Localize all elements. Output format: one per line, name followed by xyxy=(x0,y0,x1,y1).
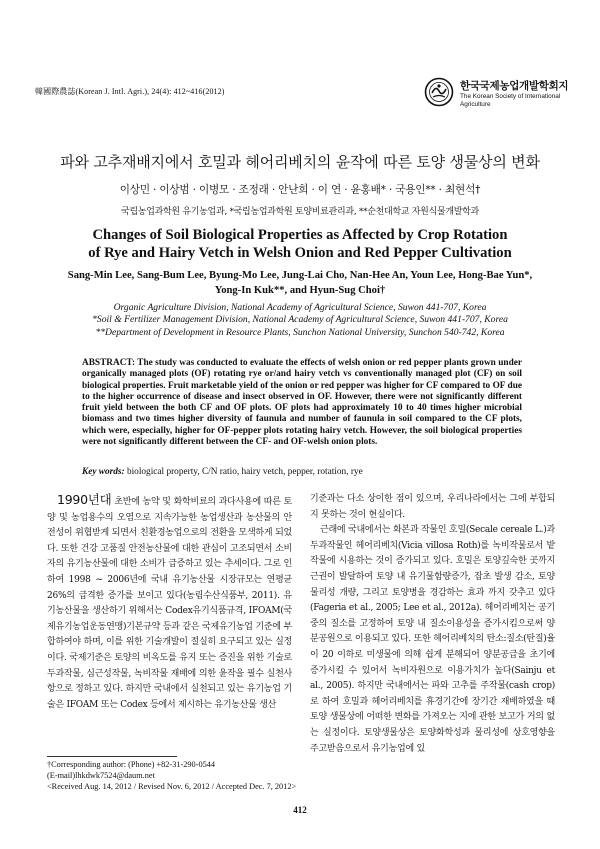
english-affiliations xyxy=(30,302,570,339)
english-authors-line-1: Sang-Min Lee, Sang-Bum Lee, Byung-Mo Lee, Jung-Lai Cho, Nan-Hee An, Youn Lee, Hong-Bae Yun*, xyxy=(67,270,533,281)
affiliation-1: Organic Agriculture Division, National Academy of Agricultural Science, Suwon 441-707, Korea xyxy=(113,302,487,313)
affiliation-3: **Department of Development in Resource Plants, Sunchon National University, Sunchon 540-742, Korea xyxy=(95,326,505,338)
lead-word: 1990년대 xyxy=(57,492,112,507)
english-authors-line-2: Yong-In Kuk**, and Hyun-Sug Choi† xyxy=(214,285,386,296)
right-paragraph-1: 기준과는 다소 상이한 점이 있으며, 우리나라에서는 그에 부합되지 못하는 것이 현실이다. xyxy=(310,494,555,520)
journal-reference: 韓國際農誌(Korean J. Intl. Agri.), 24(4): 412~416(2012) xyxy=(35,87,225,96)
keywords xyxy=(82,467,522,477)
society-korean-name: 한국국제농업개발학회지 xyxy=(460,80,569,92)
keywords-label: Key words: xyxy=(82,467,125,477)
english-authors xyxy=(50,268,550,298)
korean-affiliations: 국립농업과학원 유기농업과, *국립농업과학원 토양비료관리과, **순천대학교 자원식물개발학과 xyxy=(121,207,479,217)
korean-title: 파와 고추재배지에서 호밀과 헤어리베치의 윤작에 따른 토양 생물상의 변화 xyxy=(60,153,540,171)
abstract: ABSTRACT: The study was conducted to evaluate the effects of welsh onion or red pepper plants grown under organically managed plots (OF) rotating rye or/and hairy vetch vs conventionally managed plot (CF) on soil biological properties. Fruit marketable yield of the onion or red pepper was higher for CF compared to OF due to the higher occurrence of disease and insect observed in OF. However, there were not significantly different fruit yield between the both CF and OF plots. OF plots had approximately 10 to 40 times higher microbial biomass and two times higher diversity of faunula and number of faunula in soil compared to the CF plots, which were, especially, higher for OF-pepper plots rotating hairy vetch. However, the soil biological properties were not significantly different between the CF- and OF-welsh onion plots. xyxy=(82,358,522,448)
footnote xyxy=(47,756,297,792)
keywords-list: biological property, C/N ratio, hairy vetch, pepper, rotation, rye xyxy=(126,467,363,477)
society-english-name: The Korean Society of International Agriculture xyxy=(460,93,561,108)
left-column-text: 초반에 농약 및 화학비료의 과다사용에 따른 토양 및 농업용수의 오염으로 지속가능한 농업생산과 농산물의 안전성이 위협받게 되면서 친환경농업으로의 전환을 모색하게 되었다. 또한 건강 고품질 안전농산물에 대한 관심이 고조되면서 소비자의 유기농산물에 대한 소비가 급증하고 있는 추세이다. 그로 인하여 1998 ~ 2006년에 국내 유기농산물 시장규모는 연평균 26%의 급격한 증가를 보이고 있다(농림수산식품부, 2011). 유기농산물을 생산하기 위해서는 Codex유기식품규격, IFOAM(국제유기농업운동연맹)기본규약 등과 같은 국제유기농업 기준에 부합하여야 하며, 이를 위한 기술개발이 절실히 요구되고 있는 실정이다. 국제기준은 토양의 비옥도를 유지 또는 증진을 위한 기술로 두과작물, 심근성작물, 녹비작물 재배에 의한 윤작을 필수 실천사항으로 정하고 있다. 하지만 국내에서 실천되고 있는 유기농업 기술은 IFOAM 또는 Codex 등에서 제시하는 유기농산물 생산 xyxy=(47,497,292,710)
english-title xyxy=(40,226,560,262)
footnote-rule xyxy=(47,756,177,757)
right-paragraph-2: 근래에 국내에서는 화본과 작물인 호밀(Secale cereale L.)과 두과작물인 헤어리베치(Vicia villosa Roth)를 녹비작물로서 밭작물에 시용하는 것이 증가되고 있다. 호밀은 토양깊숙한 곳까지 근권이 발달하여 토양 내 유기물함량증가, 잡초 발생 감소, 토양물리성 개량, 그리고 토양병을 경감하는 효과 까지 갖추고 있다(Fageria et al., 2005; Lee et al., 2012a). 헤어리베치는 공기 중의 질소를 고정하여 토양 내 질소이용성을 증가시킴으로써 양분공원으로 이용되고 있다. 또한 헤어리베치의 탄소:질소(탄질)율이 20 이하로 미생물에 의해 쉽게 분해되어 양분공급을 초기에 증가시킬 수 있어서 녹비자원으로 이용가치가 높다(Sainju et al., 2005). 하지만 국내에서는 파와 고추를 주작물(cash crop)로 하여 호밀과 헤어리베치를 휴경기간에 장기간 재배하였을 때 토양 생물상에 어떠한 변화를 가져오는 지에 관한 보고가 거의 없는 실정이다. 토양생물상은 토양화학성과 물리성에 상호영향을 주고받음으로서 유기농업에 있 xyxy=(310,525,555,754)
english-title-line-1: Changes of Soil Biological Properties as Affected by Crop Rotation xyxy=(92,227,508,243)
english-title-line-2: of Rye and Hairy Vetch in Welsh Onion and Red Pepper Cultivation xyxy=(88,245,512,261)
corresponding-email: (E-mail)lhkdwk7524@daum.net xyxy=(47,771,155,780)
submission-dates: <Received Aug. 14, 2012 / Revised Nov. 6, 2012 / Accepted Dec. 7, 2012> xyxy=(47,782,297,791)
corresponding-author: †Corresponding author: (Phone) +82-31-290-0544 xyxy=(47,760,216,769)
body-left-column xyxy=(47,492,292,713)
korean-authors: 이상민 · 이상범 · 이병모 · 조정래 · 안난희 · 이 연 · 윤홍배* · 국용인** · 최현석† xyxy=(119,184,481,196)
society-emblem-icon xyxy=(424,77,454,107)
affiliation-2: *Soil & Fertilizer Management Division, National Academy of Agricultural Science, Suwon 441-707, Korea xyxy=(92,314,508,326)
body-right-column xyxy=(310,492,555,757)
page-number: 412 xyxy=(293,805,307,815)
society-logo xyxy=(424,75,584,115)
